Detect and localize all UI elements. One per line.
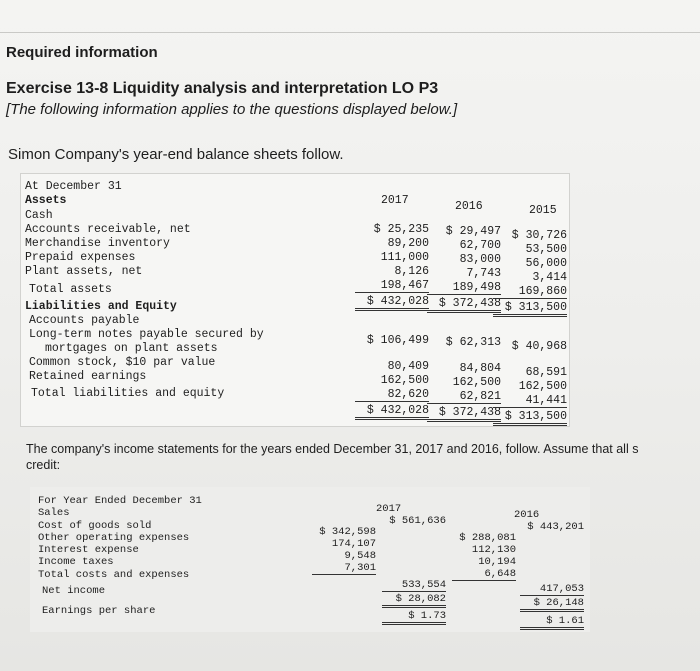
is-total-label: Total costs and expenses — [38, 569, 190, 581]
is-year-2016: 2016 — [514, 509, 540, 521]
ap-2016: $ 62,313 — [445, 336, 501, 349]
taxes-2017: 7,301 — [312, 562, 376, 575]
prepaid-2015: 3,414 — [532, 271, 567, 284]
ap-2015: $ 40,968 — [511, 340, 567, 353]
row-notes-label-1: Long-term notes payable secured by — [29, 328, 264, 341]
income-intro-line-2: credit: — [26, 458, 61, 472]
interest-2016: 10,194 — [478, 556, 516, 568]
row-ar-label: Accounts receivable, net — [25, 223, 191, 236]
ar-2016: 62,700 — [459, 239, 501, 252]
row-total-le-label: Total liabilities and equity — [31, 387, 225, 400]
row-plant-label: Plant assets, net — [25, 265, 143, 278]
year-2016: 2016 — [455, 200, 483, 213]
net-2017: $ 28,082 — [382, 593, 446, 608]
balance-sheet-table — [20, 173, 570, 427]
notes-2016: 84,804 — [459, 362, 501, 375]
common-2017: 162,500 — [380, 374, 429, 387]
bs-header-label: At December 31 — [25, 180, 122, 193]
common-2016: 162,500 — [452, 376, 501, 389]
plant-2016: 189,498 — [427, 281, 501, 295]
required-heading: Required information — [6, 44, 158, 61]
row-ap-label: Accounts payable — [29, 314, 140, 327]
total-le-2017: $ 432,028 — [355, 404, 429, 420]
is-header-label: For Year Ended December 31 — [38, 495, 202, 507]
other-2016: 112,130 — [471, 544, 516, 556]
inventory-2016: 83,000 — [459, 253, 501, 266]
cogs-2017: $ 342,598 — [319, 526, 376, 538]
plant-2017: 198,467 — [355, 279, 429, 293]
prepaid-2017: 8,126 — [394, 265, 429, 278]
inventory-2017: 111,000 — [380, 251, 429, 264]
ar-2017: 89,200 — [387, 237, 429, 250]
top-divider — [0, 32, 700, 33]
inventory-2015: 56,000 — [525, 257, 567, 270]
net-2016: $ 26,148 — [520, 597, 584, 612]
is-cogs-label: Cost of goods sold — [38, 520, 152, 532]
cash-2017: $ 25,235 — [373, 223, 429, 236]
total-le-2015: $ 313,500 — [493, 410, 567, 426]
row-common-label: Common stock, $10 par value — [29, 356, 216, 369]
is-other-label: Other operating expenses — [38, 532, 190, 544]
total-assets-2017: $ 432,028 — [355, 295, 429, 311]
plant-2015: 169,860 — [493, 285, 567, 299]
prepaid-2016: 7,743 — [466, 267, 501, 280]
total-assets-2015: $ 313,500 — [493, 301, 567, 317]
cash-2015: $ 30,726 — [511, 229, 567, 242]
notes-2015: 68,591 — [525, 366, 567, 379]
notes-2017: 80,409 — [387, 360, 429, 373]
is-taxes-label: Income taxes — [38, 556, 114, 568]
retained-2015: 41,441 — [493, 394, 567, 408]
income-statement-table — [30, 487, 590, 632]
other-2017: 174,107 — [331, 538, 376, 550]
total-assets-2016: $ 372,438 — [427, 297, 501, 313]
sales-2016: $ 443,201 — [527, 521, 584, 533]
taxes-2016: 6,648 — [452, 568, 516, 581]
row-inventory-label: Merchandise inventory — [25, 237, 170, 250]
retained-2017: 82,620 — [355, 388, 429, 402]
income-intro — [26, 441, 700, 473]
is-net-label: Net income — [42, 585, 106, 597]
instruction-note: [The following information applies to the questions displayed below.] — [6, 101, 458, 118]
interest-2017: 9,548 — [344, 550, 376, 562]
row-cash-label: Cash — [25, 209, 53, 222]
common-2015: 162,500 — [518, 380, 567, 393]
row-prepaid-label: Prepaid expenses — [25, 251, 136, 264]
assets-label: Assets — [25, 194, 67, 207]
intro-text: Simon Company's year-end balance sheets follow. — [8, 146, 344, 163]
sales-2017: $ 561,636 — [389, 515, 446, 527]
is-sales-label: Sales — [38, 507, 70, 519]
is-interest-label: Interest expense — [38, 544, 139, 556]
eps-2017: $ 1.73 — [382, 610, 446, 625]
row-total-assets-label: Total assets — [29, 283, 112, 296]
le-label: Liabilities and Equity — [25, 300, 177, 313]
exercise-title: Exercise 13-8 Liquidity analysis and interpretation LO P3 — [6, 80, 439, 97]
ar-2015: 53,500 — [525, 243, 567, 256]
is-year-2017: 2017 — [376, 503, 402, 515]
cash-2016: $ 29,497 — [445, 225, 501, 238]
ap-2017: $ 106,499 — [366, 334, 429, 347]
row-notes-label-2: mortgages on plant assets — [45, 342, 218, 355]
eps-2016: $ 1.61 — [520, 615, 584, 630]
year-2017: 2017 — [381, 194, 409, 207]
row-retained-label: Retained earnings — [29, 370, 147, 383]
income-intro-line-1: The company's income statements for the years ended December 31, 2017 and 2016, follow. Assume that all s — [26, 442, 639, 456]
total-2017: 533,554 — [382, 579, 446, 592]
total-2016: 417,053 — [520, 583, 584, 596]
is-eps-label: Earnings per share — [42, 605, 156, 617]
year-2015: 2015 — [529, 204, 557, 217]
retained-2016: 62,821 — [427, 390, 501, 404]
total-le-2016: $ 372,438 — [427, 406, 501, 422]
cogs-2016: $ 288,081 — [459, 532, 516, 544]
